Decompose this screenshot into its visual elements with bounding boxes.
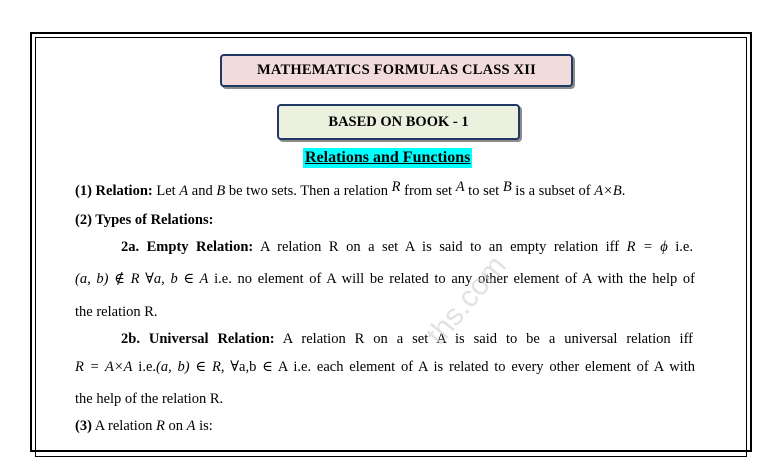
paragraph-relation-on-a: (3) A relation R on A is: [75, 418, 213, 434]
universal-relation-line-2: R = A×A i.e.(a, b) ∈ R, ∀a,b ∈ A i.e. each element of A is related to every other element of A with [75, 359, 696, 375]
paragraph-relation: (1) Relation: Let A and B be two sets. Then a relation R from set A to set B is a subset of A×B. [75, 179, 626, 199]
empty-relation-line-3: the relation R. [75, 304, 158, 320]
empty-relation-line-1: 2a. Empty Relation: A relation R on a set A is said to an empty relation iff R = ϕ i.e. [121, 239, 693, 255]
relation-label: (1) Relation: [75, 183, 153, 199]
universal-relation-label: 2b. Universal Relation: [121, 331, 275, 347]
document-title-box [220, 54, 573, 87]
book-subtitle-box [277, 104, 520, 140]
book-subtitle: BASED ON BOOK - 1 [328, 113, 469, 130]
document-title: MATHEMATICS FORMULAS CLASS XII [257, 62, 536, 78]
empty-relation-line-2: (a, b) ∉ R ∀a, b ∈ A i.e. no element of A will be related to any other element of A with the help of [75, 271, 695, 287]
paragraph-types-heading: (2) Types of Relations: [75, 212, 214, 228]
empty-relation-label: 2a. Empty Relation: [121, 239, 254, 255]
universal-relation-line-1: 2b. Universal Relation: A relation R on a set A is said to be a universal relation iff [121, 331, 693, 347]
watermark: ths.com [420, 249, 513, 352]
section-heading: Relations and Functions [305, 149, 471, 166]
universal-relation-line-3: the help of the relation R. [75, 391, 224, 407]
